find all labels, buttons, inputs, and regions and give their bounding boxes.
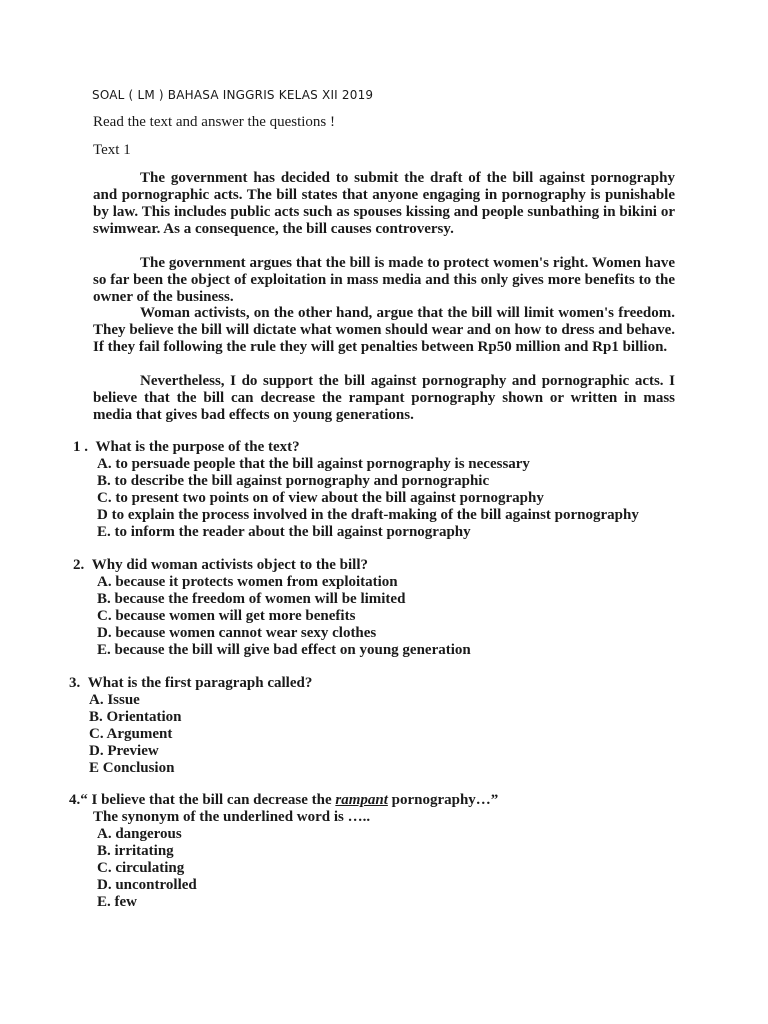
paragraph-2-text: The government argues that the bill is made to protect women's right. Women have so far been the object of exploitation in mass media and this only gives more benefits to the owner of the business. xyxy=(93,255,675,305)
question-2-option-c[interactable]: C. because women will get more benefits xyxy=(97,608,356,624)
question-1-option-c[interactable]: C. to present two points on of view about the bill against pornography xyxy=(97,490,544,506)
paragraph-3 xyxy=(93,305,675,356)
question-1-option-e[interactable]: E. to inform the reader about the bill against pornography xyxy=(97,524,471,540)
question-4-stem-before: “ I believe that the bill can decrease the xyxy=(80,792,336,808)
question-2-stem: Why did woman activists object to the bill? xyxy=(91,557,369,573)
question-1-option-a[interactable]: A. to persuade people that the bill against pornography is necessary xyxy=(97,456,530,472)
paragraph-1-text: The government has decided to submit the draft of the bill against pornography and pornographic acts. The bill states that anyone engaging in pornography is punishable by law. This includes public acts such as spouses kissing and people sunbathing in bikini or swimwear. As a consequence, the bill causes controversy. xyxy=(93,170,675,237)
question-3-option-d[interactable]: D. Preview xyxy=(89,743,159,759)
question-2-option-d[interactable]: D. because women cannot wear sexy clothes xyxy=(97,625,377,641)
question-4-option-b[interactable]: B. irritating xyxy=(97,843,174,859)
question-4-underlined-word: rampant xyxy=(335,792,388,808)
question-4-option-a[interactable]: A. dangerous xyxy=(97,826,182,842)
question-2 xyxy=(73,557,471,659)
question-1-option-d[interactable]: D to explain the process involved in the draft-making of the bill against pornography xyxy=(97,507,639,523)
question-1-stem: What is the purpose of the text? xyxy=(95,439,300,455)
question-4-option-e[interactable]: E. few xyxy=(97,894,137,910)
paragraph-3-text: Woman activists, on the other hand, argue that the bill will limit women's freedom. They believe the bill will dictate what women should wear and on how to dress and behave. If they fail following the rule they will get penalties between Rp50 million and Rp1 billion. xyxy=(93,305,675,355)
question-3-option-c[interactable]: C. Argument xyxy=(89,726,173,742)
instruction-text: Read the text and answer the questions ! xyxy=(93,114,336,130)
question-2-number: 2. xyxy=(73,557,85,573)
question-3-option-a[interactable]: A. Issue xyxy=(89,692,140,708)
question-2-option-a[interactable]: A. because it protects women from exploitation xyxy=(97,574,398,590)
paragraph-4 xyxy=(93,373,675,424)
question-2-option-e[interactable]: E. because the bill will give bad effect on young generation xyxy=(97,642,471,658)
question-4-substem: The synonym of the underlined word is ….. xyxy=(93,809,371,825)
question-3-option-b[interactable]: B. Orientation xyxy=(89,709,182,725)
paragraph-2 xyxy=(93,255,675,306)
question-3-stem: What is the first paragraph called? xyxy=(87,675,313,691)
question-4-option-c[interactable]: C. circulating xyxy=(97,860,185,876)
question-4-number: 4. xyxy=(69,792,81,808)
question-2-option-b[interactable]: B. because the freedom of women will be limited xyxy=(97,591,406,607)
question-1-number: 1 . xyxy=(73,439,88,455)
question-4-stem-after: pornography…” xyxy=(387,792,499,808)
page-header-title: SOAL ( LM ) BAHASA INGGRIS KELAS XII 2019 xyxy=(92,88,374,102)
text-label: Text 1 xyxy=(93,142,131,158)
question-3-option-e[interactable]: E Conclusion xyxy=(89,760,175,776)
question-4-option-d[interactable]: D. uncontrolled xyxy=(97,877,197,893)
paragraph-4-text: Nevertheless, I do support the bill against pornography and pornographic acts. I believe that the bill can decrease the rampant pornography shown or written in mass media that gives bad effects on young generations. xyxy=(93,373,675,423)
question-3-number: 3. xyxy=(69,675,81,691)
question-4 xyxy=(69,792,498,911)
question-1-option-b[interactable]: B. to describe the bill against pornography and pornographic xyxy=(97,473,490,489)
question-3 xyxy=(69,675,312,777)
paragraph-1 xyxy=(93,170,675,238)
question-1 xyxy=(73,439,639,541)
